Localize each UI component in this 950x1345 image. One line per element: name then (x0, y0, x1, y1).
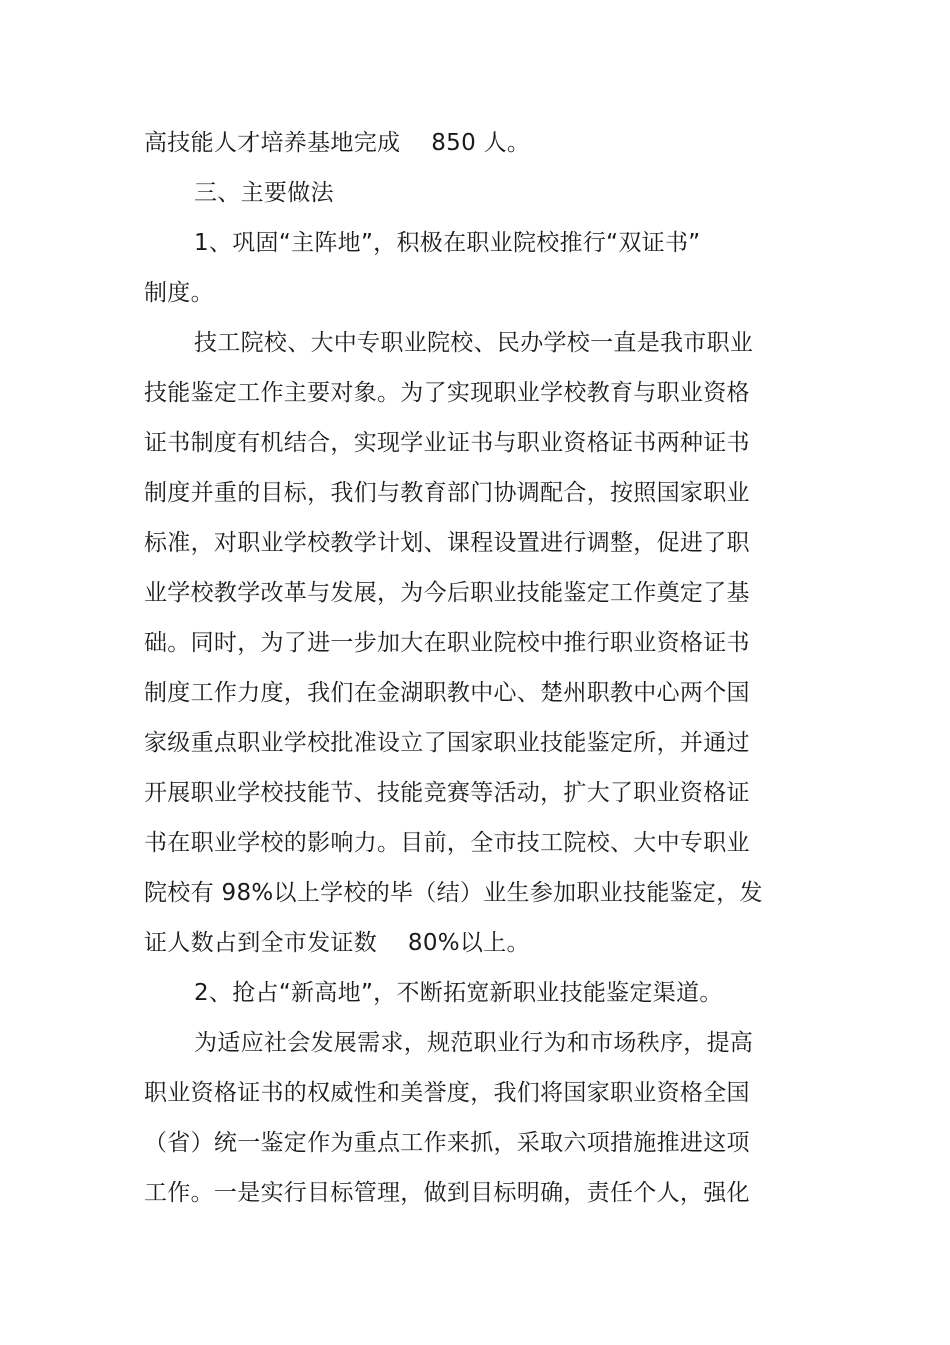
section-heading: 三、主要做法 (194, 180, 334, 206)
paragraph-line: 标准，对职业学校教学计划、课程设置进行调整，促进了职 (144, 530, 750, 556)
paragraph-line: 高技能人才培养基地完成 850 人。 (144, 130, 531, 156)
paragraph-line: 开展职业学校技能节、技能竞赛等活动，扩大了职业资格证 (144, 780, 750, 806)
paragraph-line: 业学校教学改革与发展，为今后职业技能鉴定工作奠定了基 (144, 580, 750, 606)
paragraph-line: 制度工作力度，我们在金湖职教中心、楚州职教中心两个国 (144, 680, 750, 706)
paragraph-line: 证人数占到全市发证数 80%以上。 (144, 930, 530, 956)
paragraph-line: 为适应社会发展需求，规范职业行为和市场秩序，提高 (194, 1030, 754, 1056)
paragraph-line: 技能鉴定工作主要对象。为了实现职业学校教育与职业资格 (144, 380, 750, 406)
paragraph-line: 础。同时，为了进一步加大在职业院校中推行职业资格证书 (144, 630, 750, 656)
subsection-heading-continued: 制度。 (144, 280, 214, 306)
paragraph-line: 证书制度有机结合，实现学业证书与职业资格证书两种证书 (144, 430, 750, 456)
paragraph-line: 书在职业学校的影响力。目前，全市技工院校、大中专职业 (144, 830, 750, 856)
subsection-heading: 2、抢占“新高地”，不断拓宽新职业技能鉴定渠道。 (194, 980, 723, 1006)
paragraph-line: 院校有 98%以上学校的毕（结）业生参加职业技能鉴定，发 (144, 880, 763, 906)
paragraph-line: 制度并重的目标，我们与教育部门协调配合，按照国家职业 (144, 480, 750, 506)
paragraph-line: 职业资格证书的权威性和美誉度，我们将国家职业资格全国 (144, 1080, 750, 1106)
paragraph-line: 家级重点职业学校批准设立了国家职业技能鉴定所，并通过 (144, 730, 750, 756)
paragraph-line: （省）统一鉴定作为重点工作来抓，采取六项措施推进这项 (144, 1130, 750, 1156)
paragraph-line: 技工院校、大中专职业院校、民办学校一直是我市职业 (194, 330, 754, 356)
subsection-heading: 1、巩固“主阵地”，积极在职业院校推行“双证书” (194, 230, 701, 256)
paragraph-line: 工作。一是实行目标管理，做到目标明确，责任个人，强化 (144, 1180, 750, 1206)
